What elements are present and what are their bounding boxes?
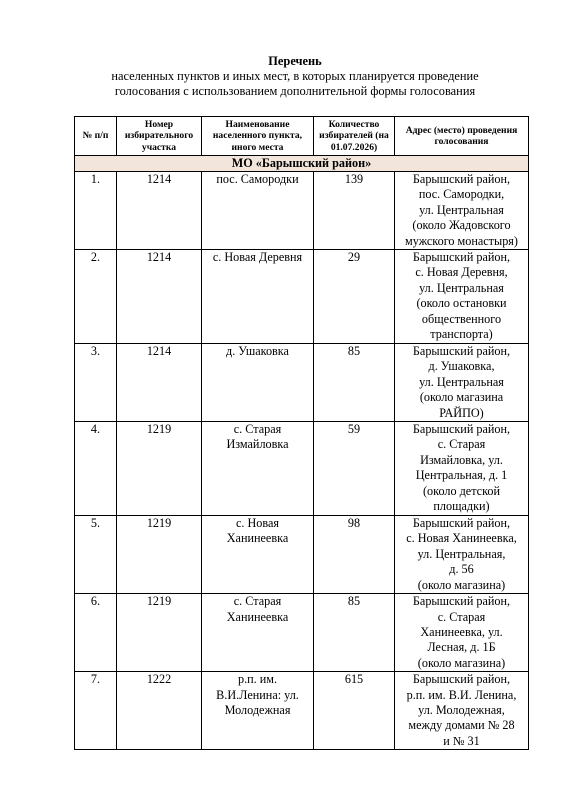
header-address: Адрес (место) проведения голосования xyxy=(395,117,529,156)
row-station: 1222 xyxy=(117,672,202,750)
address-line: ул. Центральная xyxy=(419,202,504,217)
address-line: площадки) xyxy=(433,499,490,514)
address-line: транспорта) xyxy=(430,327,493,342)
address-line: ул. Центральная, xyxy=(417,546,506,561)
row-name: с. Новая Деревня xyxy=(202,250,314,344)
row-num: 1. xyxy=(75,172,117,250)
table-row xyxy=(75,344,529,422)
district-row xyxy=(75,156,529,172)
row-num: 7. xyxy=(75,672,117,750)
district-name: МО «Барышский район» xyxy=(75,156,529,172)
row-num: 2. xyxy=(75,250,117,344)
address-line: (около Жадовского xyxy=(412,218,511,233)
address-line: Барышский район, xyxy=(412,594,511,609)
address-line: пос. Самородки, xyxy=(418,187,505,202)
document-title: Перечень xyxy=(268,54,322,68)
address-line: Лесная, д. 1Б xyxy=(427,640,496,655)
row-voters: 29 xyxy=(314,250,395,344)
polling-places-table xyxy=(74,116,529,750)
address-line: Центральная, д. 1 xyxy=(415,468,508,483)
header-voters: Количество избирателей (на 01.07.2026) xyxy=(314,117,395,156)
table-header-row xyxy=(75,117,529,156)
address-line: Барышский район, xyxy=(412,344,511,359)
address-line: д. Ушаковка, xyxy=(428,359,495,374)
header-station: Номер избирательного участка xyxy=(117,117,202,156)
table-row xyxy=(75,422,529,516)
row-num: 4. xyxy=(75,422,117,516)
document-subtitle-line-2: голосования с использованием дополнительной формы голосования xyxy=(114,84,476,98)
address-line: Барышский район, xyxy=(412,250,511,265)
address-line: Барышский район, xyxy=(412,172,511,186)
address-line: р.п. им. В.И. Ленина, xyxy=(406,687,517,702)
address-line: (около магазина) xyxy=(417,577,506,592)
address-line: ул. Центральная xyxy=(419,374,504,389)
header-name: Наименование населенного пункта, иного места xyxy=(202,117,314,156)
row-name: р.п. им. В.И.Ленина: ул. Молодежная xyxy=(202,672,314,750)
row-voters: 615 xyxy=(314,672,395,750)
row-name: с. Новая Ханинеевка xyxy=(202,516,314,594)
row-voters: 98 xyxy=(314,516,395,594)
document-title-block xyxy=(60,54,530,99)
table-row xyxy=(75,672,529,750)
row-voters: 85 xyxy=(314,344,395,422)
row-name: с. Старая Измайловка xyxy=(202,422,314,516)
table-row xyxy=(75,594,529,672)
row-voters: 85 xyxy=(314,594,395,672)
address-line: с. Старая xyxy=(437,609,486,624)
row-name: с. Старая Ханинеевка xyxy=(202,594,314,672)
address-line: ул. Молодежная, xyxy=(418,702,505,717)
address-line: (около магазина) xyxy=(417,655,506,670)
row-station: 1219 xyxy=(117,516,202,594)
table-row xyxy=(75,250,529,344)
address-line: мужского монастыря) xyxy=(405,233,518,248)
row-address xyxy=(395,172,529,250)
row-address xyxy=(395,516,529,594)
address-line: с. Старая xyxy=(437,437,486,452)
address-line: Барышский район, xyxy=(412,672,511,687)
table-row xyxy=(75,172,529,250)
address-line: Измайловка, ул. xyxy=(420,452,503,467)
address-line: с. Новая Ханинеевка, xyxy=(406,531,517,546)
row-station: 1214 xyxy=(117,250,202,344)
row-num: 3. xyxy=(75,344,117,422)
row-station: 1219 xyxy=(117,594,202,672)
row-station: 1214 xyxy=(117,172,202,250)
address-line: и № 31 xyxy=(443,733,480,748)
row-address xyxy=(395,594,529,672)
header-num: № п/п xyxy=(75,117,117,156)
row-station: 1219 xyxy=(117,422,202,516)
row-voters: 139 xyxy=(314,172,395,250)
row-address xyxy=(395,344,529,422)
address-line: (около магазина xyxy=(419,390,504,405)
address-line: Ханинеевка, ул. xyxy=(420,624,503,639)
row-name: д. Ушаковка xyxy=(202,344,314,422)
document-subtitle-line-1: населенных пунктов и иных мест, в которых планируется проведение xyxy=(111,69,479,83)
address-line: д. 56 xyxy=(449,562,474,577)
row-num: 6. xyxy=(75,594,117,672)
row-address xyxy=(395,250,529,344)
address-line: Барышский район, xyxy=(412,516,511,531)
table-row xyxy=(75,516,529,594)
row-address xyxy=(395,422,529,516)
address-line: между домами № 28 xyxy=(408,718,515,733)
address-line: общественного xyxy=(421,311,502,326)
row-name: пос. Самородки xyxy=(202,172,314,250)
address-line: ул. Центральная xyxy=(419,280,504,295)
row-num: 5. xyxy=(75,516,117,594)
address-line: РАЙПО) xyxy=(439,405,484,420)
row-voters: 59 xyxy=(314,422,395,516)
address-line: с. Новая Деревня, xyxy=(415,265,508,280)
address-line: Барышский район, xyxy=(412,422,511,437)
address-line: (около детской xyxy=(422,483,501,498)
address-line: (около остановки xyxy=(416,296,507,311)
row-station: 1214 xyxy=(117,344,202,422)
row-address xyxy=(395,672,529,750)
